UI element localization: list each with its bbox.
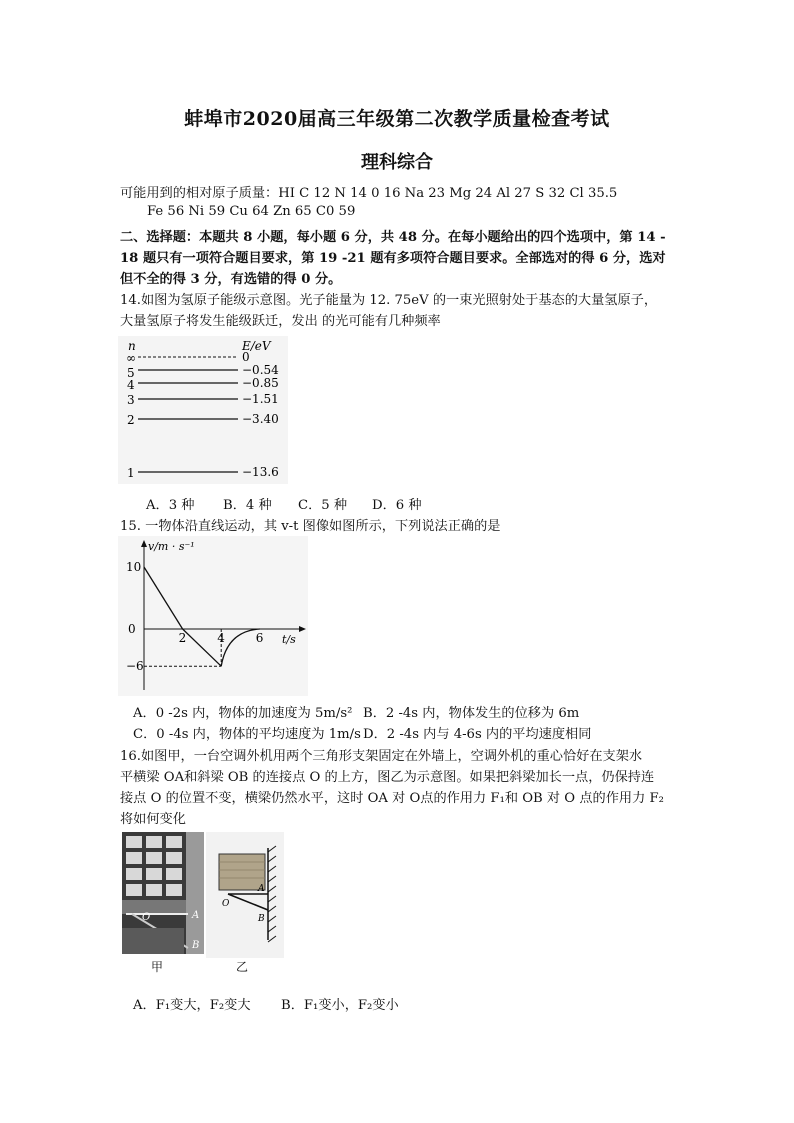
paper-subtitle: 理科综合 [361, 152, 433, 173]
n-axis-label: n [128, 339, 136, 353]
vt-chart [118, 536, 308, 696]
level-1-n: 1 [127, 466, 135, 480]
q15-option-d: D．2 -4s 内与 4-6s 内的平均速度相同 [363, 727, 592, 742]
origin-label: 0 [128, 622, 136, 636]
q15-stem: 15. 一物体沿直线运动，其 v-t 图像如图所示，下列说法正确的是 [120, 519, 501, 534]
x-tick-6: 6 [255, 631, 264, 645]
q15-option-b: B．2 -4s 内，物体发生的位移为 6m [363, 706, 580, 721]
q16-line3: 接点 O 的位置不变，横梁仍然水平，这时 OA 对 O点的作用力 F₁和 OB 对 O 点的作用力 F₂ [120, 791, 664, 806]
x-tick-2: 2 [178, 631, 187, 645]
q16-line1: 16.如图甲，一台空调外机用两个三角形支架固定在外墙上，空调外机的重心恰好在支架水 [120, 749, 643, 764]
fig-yi-schematic [206, 832, 284, 958]
q16-line4: 将如何变化 [120, 812, 186, 827]
level-2-n: 2 [127, 413, 135, 427]
level-2-e: −3.40 [242, 412, 279, 426]
jia-label-o: O [142, 912, 151, 923]
q16-option-a: A．F₁变大，F₂变大 [133, 998, 251, 1013]
q14-line1: 14.如图为氢原子能级示意图。光子能量为 12. 75eV 的一束光照射处于基态的大量氢原子， [120, 293, 658, 308]
q15-option-c: C．0 -4s 内，物体的平均速度为 1m/s [133, 727, 361, 742]
level-3-n: 3 [127, 393, 135, 407]
y-tick-10: 10 [126, 560, 142, 574]
fig-jia-photo [122, 832, 204, 954]
q14-option-a: A．3 种 [146, 498, 195, 513]
section2-line1: 二、选择题：本题共 8 小题，每小题 6 分，共 48 分。在每小题给出的四个选项中，第 14 - [120, 230, 666, 245]
energy-axis-label: E/eV [242, 339, 271, 353]
ac-base [122, 900, 186, 914]
q14-option-c: C．5 种 [298, 498, 348, 513]
q14-line2: 大量氢原子将发生能级跃迁，发出 的光可能有几种频率 [120, 314, 441, 329]
level-5-n: 5 [127, 366, 135, 380]
wall [186, 832, 204, 954]
q16-option-b: B．F₁变小，F₂变小 [281, 998, 399, 1013]
energy-level-diagram [118, 336, 288, 484]
level-inf-e: 0 [242, 350, 250, 364]
q14-option-b: B．4 种 [223, 498, 272, 513]
atomic-masses-line1: 可能用到的相对原子质量：HI C 12 N 14 0 16 Na 23 Mg 24 Al 27 S 32 Cl 35.5 [120, 186, 618, 201]
yi-label-o: O [222, 899, 230, 909]
level-inf-n: ∞ [126, 351, 136, 365]
yi-label-b: B [258, 914, 265, 924]
y-tick--6: −6 [126, 659, 144, 674]
section2-line2: 18 题只有一项符合题目要求，第 19 -21 题有多项符合题目要求。全部选对的得 6 分，选对 [120, 251, 666, 266]
level-4-n: 4 [127, 378, 135, 392]
jia-label-b: B [192, 940, 200, 951]
paper-title: 蚌埠市2020届高三年级第二次教学质量检查考试 [184, 108, 610, 130]
y-axis-label: v/m · s⁻¹ [148, 540, 195, 553]
q15-option-a: A．0 -2s 内，物体的加速度为 5m/s² [133, 706, 353, 721]
level-5-e: −0.54 [242, 363, 279, 377]
fig-yi-caption: 乙 [236, 960, 249, 974]
atomic-masses-line2: Fe 56 Ni 59 Cu 64 Zn 65 C0 59 [147, 204, 356, 219]
jia-label-a: A [192, 910, 200, 921]
yi-label-a: A [258, 884, 265, 894]
level-1-e: −13.6 [242, 465, 279, 479]
q16-line2: 平横梁 OA和斜梁 OB 的连接点 O 的上方，图乙为示意图。如果把斜梁加长一点，仍保持连 [120, 770, 655, 785]
x-tick-4: 4 [217, 631, 225, 645]
level-4-e-text: −0.85 [242, 376, 279, 390]
x-axis-label: t/s [282, 633, 296, 646]
fig-jia-caption: 甲 [151, 960, 164, 974]
level-3-e: −1.51 [242, 392, 279, 406]
section2-line3: 但不全的得 3 分，有选错的得 0 分。 [120, 272, 342, 287]
q14-option-d: D．6 种 [372, 498, 422, 513]
